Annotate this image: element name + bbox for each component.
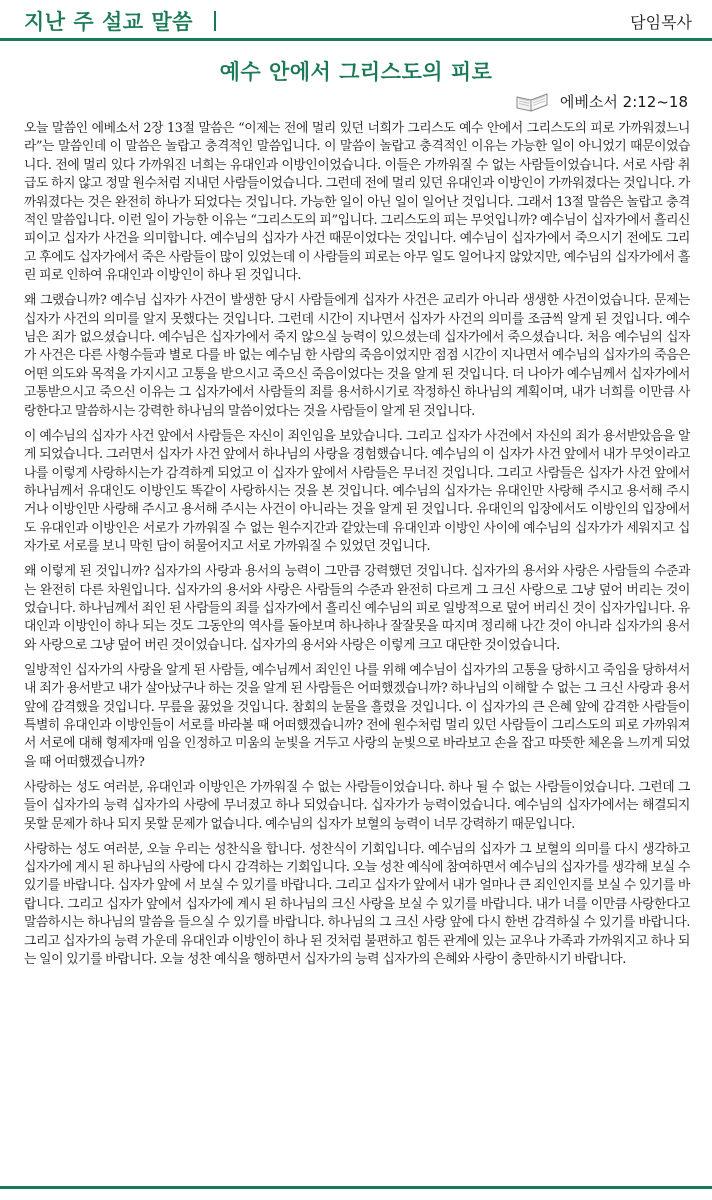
title-divider [214,11,216,31]
sermon-paragraph: 일방적인 십자가의 사랑을 알게 된 사람들, 예수님께서 죄인인 나를 위해 예수님이 십자가의 고통을 당하시고 죽임을 당하셔서 내 죄가 용서받고 내가 살아났구나 하는 것을 알게 된 사람들은 어떠했겠습니까? 하나님의 이해할 수 없는 그 크신 사랑과 용서 앞에 감격했을 것입니다. 무릎을 꿇었을 것입니다. 참회의 눈물을 흘렸을 것입니다. 이 십자가의 큰 은혜 앞에 감격한 사람들이 특별히 유대인과 이방인들이 서로를 바라볼 때 어떠했겠습니까? 전에 원수처럼 멀리 있던 사람들이 그리스도의 피로 가까워져서 서로에 대해 형제자매 임을 인정하고 미움의 눈빛을 거두고 사랑의 눈빛으로 바라보고 손을 잡고 따뜻한 체온을 느끼게 되었을 때 어떠했겠습니까? [24,662,690,770]
sermon-paragraph: 이 예수님의 십자가 사건 앞에서 사람들은 자신이 죄인임을 보았습니다. 그리고 십자가 사건에서 자신의 죄가 용서받았음을 알게 되었습니다. 그러면서 십자가 사건 앞에서 하나님의 사랑을 경험했습니다. 예수님의 이 십자가 사건 앞에서 내가 무엇이라고 나를 이렇게 사랑하시는가 감격하게 되었고 이 십자가 앞에서 사람들은 무너진 것입니다. 그리고 사람들은 십자가 사건 앞에서 하나님께서 유대인도 이방인도 똑같이 사랑하시는 것을 본 것입니다. 예수님의 십자가는 유대인만 사랑해 주시고 용서해 주시거나 이방인만 사랑해 주시고 용서해 주시는 사건이 아니라는 것을 알게 된 것입니다. 유대인의 입장에서도 이방인의 입장에서도 유대인과 이방인은 서로가 가까워질 수 없는 원수지간과 같았는데 유대인과 이방인 사이에 예수님의 십자가가 세워지고 십자가로 서로를 보니 막힌 담이 허물어지고 서로 가까워질 수 있었던 것입니다. [24,428,690,555]
header-rule [0,38,712,41]
open-book-icon [514,89,550,113]
sermon-paragraph: 왜 이렇게 된 것입니까? 십자가의 사랑과 용서의 능력이 그만큼 강력했던 것입니다. 십자가의 용서와 사랑은 사람들의 수준과는 완전히 다른 차원입니다. 십자가의 용서와 사랑은 사람들의 수준과 완전히 다르게 그 크신 사랑으로 그냥 덮어 버리는 것이었습니다. 하나님께서 죄인 된 사람들의 죄를 십자가에서 흘리신 예수님의 피로 일방적으로 덮어 버리신 것이 십자가입니다. 유대인과 이방인이 하나 되는 것도 그동안의 역사를 돌아보며 하나하나 잘잘못을 따지며 정리해 나간 것이 아니라 십자가의 용서와 사랑으로 그냥 덮어 버린 것이었습니다. 십자가의 용서와 사랑은 이렇게 크고 대단한 것이었습니다. [24,564,690,653]
page-header [0,0,712,40]
sermon-paragraph: 사랑하는 성도 여러분, 유대인과 이방인은 가까워질 수 없는 사람들이었습니다. 하나 될 수 없는 사람들이었습니다. 그런데 그들이 십자가의 능력 십자가의 사랑에 무너졌고 하나 되었습니다. 십자가가 능력이었습니다. 예수님의 십자가에서는 해결되지 못할 문제가 하나 되지 못할 문제가 없습니다. 예수님의 십자가 보혈의 능력이 너무 강력하기 때문입니다. [24,779,690,832]
scripture-reference [514,88,688,114]
scripture-text: 에베소서 2:12~18 [559,92,688,111]
footer-rule [0,1186,712,1189]
sermon-paragraph: 사랑하는 성도 여러분, 오늘 우리는 성찬식을 합니다. 성찬식이 기회입니다. 예수님의 십자가 그 보혈의 의미를 다시 생각하고 십자가에 계시 된 하나님의 사랑에 다시 감격하는 기회입니다. 오늘 성찬 예식에 참여하면서 예수님의 십자가를 생각해 보실 수 있기를 바랍니다. 십자가 앞에 서 보실 수 있기를 바랍니다. 그리고 십자가 앞에서 내가 얼마나 큰 죄인인지를 보실 수 있기를 바랍니다. 그리고 십자가 앞에서 십자가에 계시 된 하나님의 크신 사랑을 보실 수 있기를 바랍니다. 내가 너를 이만큼 사랑한다고 말씀하시는 하나님의 말씀을 들으실 수 있기를 바랍니다. 하나님의 그 크신 사랑 앞에 다시 한번 감격하실 수 있기를 바랍니다. 그리고 십자가의 능력 가운데 유대인과 이방인이 하나 된 것처럼 불편하고 힘든 관계에 있는 교우나 가족과 가까워지고 하나 되는 일이 있기를 바랍니다. 오늘 성찬 예식을 행하면서 십자가의 능력 십자가의 은혜와 사랑이 충만하시기 바랍니다. [24,841,690,968]
sermon-title: 예수 안에서 그리스도의 피로 [219,60,493,84]
sermon-body [24,120,690,976]
sermon-paragraph: 왜 그랬습니까? 예수님 십자가 사건이 발생한 당시 사람들에게 십자가 사건은 교리가 아니라 생생한 사건이었습니다. 문제는 십자가 사건의 의미를 알지 못했다는 것입니다. 그런데 시간이 지나면서 십자가 사건의 의미를 조금씩 알게 된 것입니다. 예수님은 죄가 없으셨습니다. 예수님은 십자가에서 죽지 않으실 능력이 있으셨는데 십자가에서 죽으셨습니다. 처음 예수님의 십자가 사건은 다른 사형수들과 별로 다를 바 없는 예수님 한 사람의 죽음이었지만 점점 시간이 지나면서 예수님의 십자가의 죽음은 어떤 의도와 목적을 가지시고 고통을 받으시고 죽으신 죽음이었다는 것을 알게 된 것입니다. 더 나아가 예수님께서 십자가에서 고통받으시고 죽으신 이유는 그 십자가에서 사람들의 죄를 용서하시기로 작정하신 하나님의 계획이며, 내가 너희를 이만큼 사랑한다고 말씀하시는 강력한 하나님의 말씀이었다는 것을 사람들이 알게 된 것입니다. [24,293,690,419]
section-title: 지난 주 설교 말씀 [24,10,193,34]
sermon-paragraph: 오늘 말씀인 에베소서 2장 13절 말씀은 “이제는 전에 멀리 있던 너희가 그리스도 예수 안에서 그리스도의 피로 가까워졌느니라”는 말씀인데 이 말씀은 놀랍고 충격적인 말씀입니다. 이 말씀이 놀랍고 충격적인 이유는 가능한 일이 아니었기 때문이었습니다. 전에 멀리 있다 가까워진 너희는 유대인과 이방인이었습니다. 이들은 가까워질 수 없는 사람들이었습니다. 서로 사람 취급도 하지 않고 정말 원수처럼 지내던 사람들이었습니다. 그런데 전에 멀리 있던 유대인과 이방인이 가까워졌다는 것입니다. 가까워졌다는 것은 완전히 하나가 되었다는 것입니다. 가능한 일이 아닌 일이 일어난 것입니다. 그래서 13절 말씀은 놀랍고 충격적인 말씀입니다. 이런 일이 가능한 이유는 “그리스도의 피”입니다. 그리스도의 피는 무엇입니까? 예수님이 십자가에서 흘리신 피이고 십자가 사건을 의미합니다. 예수님의 십자가 사건 때문이었다는 것입니다. 예수님이 십자가에서 죽으시기 전에도 그리고 후에도 십자가에서 죽은 사람들이 많이 있었는데 이 사람들의 피로는 아무 일도 일어나지 않았지만, 예수님의 십자가에서 흘린 피로 인하여 유대인과 이방인이 하나 된 것입니다. [24,121,690,284]
pastor-label: 담임목사 [630,13,692,32]
